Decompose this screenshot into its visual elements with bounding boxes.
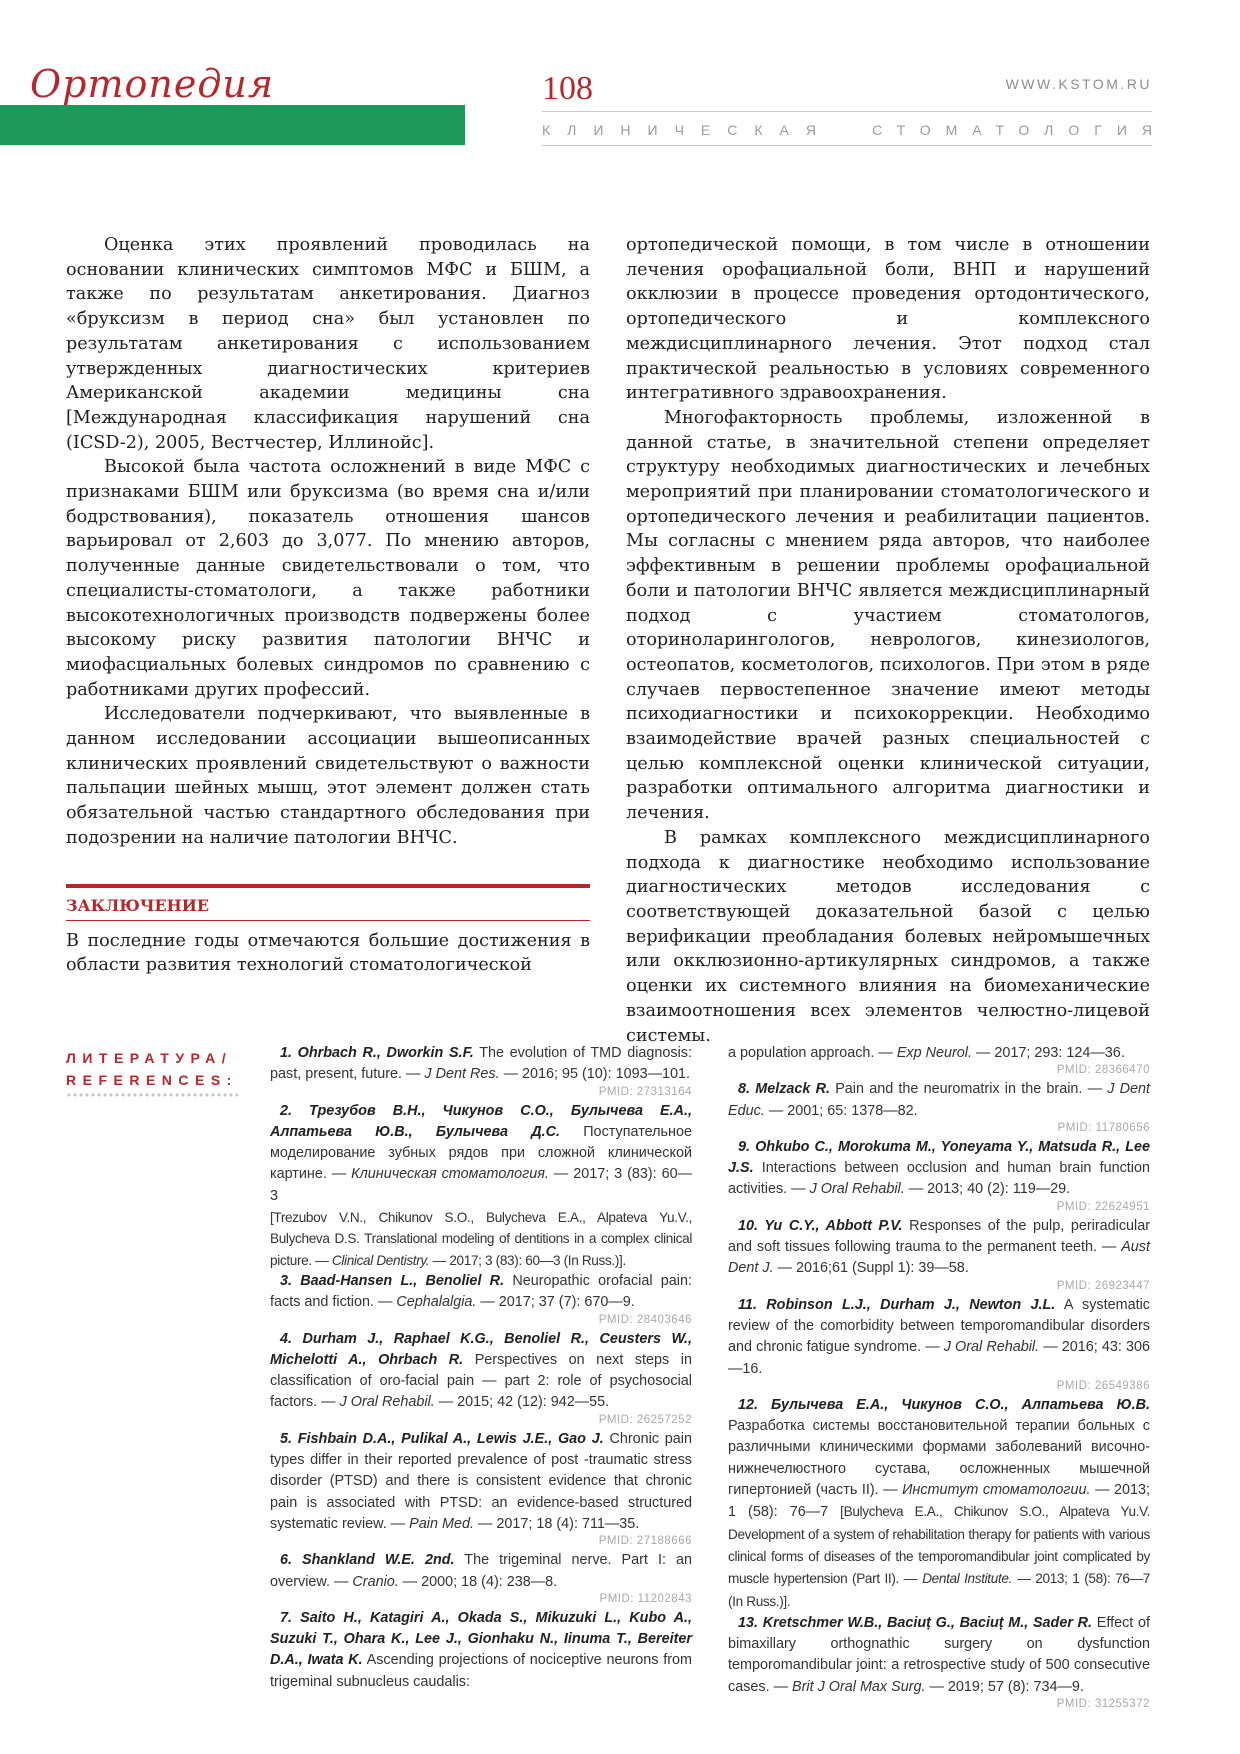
reference-item: 9. Ohkubo C., Morokuma M., Yoneyama Y., Matsuda R., Lee J.S. Interactions between occlusion and human brain function activities. — J Oral Rehabil. — 2013; 40 (2): 119—29. xyxy=(728,1138,1150,1198)
pmid-link[interactable]: PMID: 27188666 xyxy=(598,1535,692,1548)
pmid-link[interactable]: PMID: 11202843 xyxy=(599,1592,692,1605)
body-column-right xyxy=(626,233,1150,1048)
pmid-link[interactable]: PMID: 22624951 xyxy=(1056,1200,1150,1213)
reference-authors: 1. Ohrbach R., Dworkin S.F. xyxy=(280,1045,474,1061)
body-column-left xyxy=(66,233,590,978)
journal-name-word-2: СТОМАТОЛОГИЯ xyxy=(872,122,1167,138)
body-paragraph: Исследователи подчеркивают, что выявленные в данном исследовании ассоциации вышеописанных клинических проявлений свидетельствуют о важности пальпации шейных мышц, этот элемент должен стать обязательной частью стандартного обследования при подозрении на наличие патологии ВНЧС. xyxy=(66,704,590,848)
reference-authors: 13. Kretschmer W.B., Baciuț G., Baciuț M., Sader R. xyxy=(738,1614,1093,1631)
pmid-link[interactable]: PMID: 11780656 xyxy=(1057,1121,1150,1134)
pmid-link[interactable]: PMID: 31255372 xyxy=(1056,1698,1150,1711)
body-paragraph: В рамках комплексного междисциплинарного подхода к диагностике необходимо использование диагностических методов исследования с соответствующей доказательной базой с целью верификации преобладания болевых нейромышечных или окклюзионно-артикулярных синдромов, а также оценки их системного влияния на биомеханические взаимоотношения всех элементов челюстно-лицевой системы. xyxy=(626,827,1150,1046)
references-column-right xyxy=(728,1043,1150,1713)
reference-item: 1. Ohrbach R., Dworkin S.F. The evolution of TMD diagnosis: past, present, future. — J Dent Res. — 2016; 95 (10): 1093—101. xyxy=(270,1045,692,1083)
reference-journal: Cranio. xyxy=(352,1573,399,1590)
section-color-bar xyxy=(0,105,465,145)
reference-journal: J Dent Res. xyxy=(424,1066,500,1083)
reference-authors: 12. Булычева Е.А., Чикунов С.О., Алпатьева Ю.В. xyxy=(738,1396,1150,1413)
reference-item: 10. Yu C.Y., Abbott P.V. Responses of the pulp, periradicular and soft tissues following trauma to the permanent teeth. — Aust Dent J. — 2016;61 (Suppl 1): 39—58. xyxy=(728,1217,1151,1277)
reference-item: 5. Fishbain D.A., Pulikal A., Lewis J.E., Gao J. Chronic pain types differ in their reported prevalence of post -traumatic stress disorder (PTSD) and there is consistent evidence that chronic pain is associated with PTSD: an evidence-based structured systematic review. — Pain Med. — 2017; 18 (4): 711—35. xyxy=(270,1430,693,1532)
body-paragraph: Высокой была частота осложнений в виде МФС с признаками БШМ или бруксизма (во время сна и/или бодрствования), показатель отношения шансов варьировал от 2,603 до 3,077. По мнению авторов, полученные данные свидетельствовали о том, что специалисты-стоматологи, а также работники высокотехнологичных производств подвержены более высокому риску развития патологии ВНЧС и миофасциальных болевых синдромов по сравнению с работниками других профессий. xyxy=(66,457,590,700)
reference-journal: Институт стоматологии. xyxy=(902,1482,1091,1499)
journal-name xyxy=(542,122,1167,138)
section-title: Ортопедия xyxy=(30,62,275,106)
references-label xyxy=(66,1047,238,1091)
reference-journal: Клиническая стоматология. xyxy=(351,1166,549,1183)
pmid-link[interactable]: PMID: 26923447 xyxy=(1056,1279,1150,1292)
reference-journal: J Dent Educ. xyxy=(728,1081,1150,1119)
references-column-left xyxy=(270,1043,692,1693)
reference-item: 8. Melzack R. Pain and the neuromatrix in the brain. — J Dent Educ. — 2001; 65: 1378—82. xyxy=(728,1081,1150,1119)
page-number: 108 xyxy=(542,70,593,107)
reference-authors: 3. Baad-Hansen L., Benoliel R. xyxy=(280,1272,505,1289)
conclusion-paragraph: В последние годы отмечаются большие достижения в области развития технологий стоматологической xyxy=(66,930,590,976)
conclusion-rule-thin xyxy=(66,920,590,921)
header-divider xyxy=(542,111,1152,112)
reference-authors: 7. Saito H., Katagiri A., Okada S., Mikuzuki L., Kubo A., Suzuki T., Ohara K., Lee J., Gionhaku N., Iinuma T., Bereiter D.A., Iwata K. xyxy=(270,1609,692,1669)
reference-journal: J Oral Rehabil. xyxy=(339,1394,435,1411)
conclusion-rule xyxy=(66,884,590,888)
pmid-link[interactable]: PMID: 26257252 xyxy=(598,1413,692,1426)
reference-authors: 11. Robinson L.J., Durham J., Newton J.L. xyxy=(738,1296,1056,1313)
reference-journal: Brit J Oral Max Surg. xyxy=(791,1678,926,1695)
reference-authors: 6. Shankland W.E. 2nd. xyxy=(280,1552,455,1569)
reference-item-continued: a population approach. — Exp Neurol. — 2017; 293: 124—36. xyxy=(728,1045,1125,1061)
reference-journal: Exp Neurol. xyxy=(896,1045,972,1061)
reference-item: 7. Saito H., Katagiri A., Okada S., Mikuzuki L., Kubo A., Suzuki T., Ohara K., Lee J., Gionhaku N., Iinuma T., Bereiter D.A., Iwata K. Ascending projections of nociceptive neurons from trigeminal subnucleus caudalis: xyxy=(270,1609,692,1690)
pmid-link[interactable]: PMID: 28403646 xyxy=(598,1313,692,1326)
header-divider-bottom xyxy=(542,145,1152,146)
reference-item: 4. Durham J., Raphael K.G., Benoliel R., Ceusters W., Michelotti A., Ohrbach R. Perspectives on next steps in classification of oro-facial pain — part 2: role of psychosocial factors. — J Oral Rehabil. — 2015; 42 (12): 942—55. xyxy=(270,1330,692,1411)
reference-authors: 8. Melzack R. xyxy=(738,1081,830,1098)
reference-journal: Pain Med. xyxy=(409,1515,474,1532)
journal-name-word-1: КЛИНИЧЕСКАЯ xyxy=(542,122,833,138)
reference-journal: Cephalalgia. xyxy=(396,1294,477,1311)
reference-item: 13. Kretschmer W.B., Baciuț G., Baciuț M., Sader R. Effect of bimaxillary orthognathic surgery on dysfunction temporomandibular joint: a retrospective study of 500 consecutive cases. — Brit J Oral Max Surg. — 2019; 57 (8): 734—9. xyxy=(728,1614,1150,1695)
reference-translation: [Bulycheva E.A., Chikunov S.O., Alpateva Yu.V. Development of a system of rehabilitation therapy for patients with various clinical forms of diseases of the temporomandibular joint complicated by muscle hypertension (Part II). — xyxy=(728,1504,1150,1587)
reference-item: 12. Булычева Е.А., Чикунов С.О., Алпатьева Ю.В. Разработка системы восстановительной терапии больных с различными клиническими формами заболеваний височно-нижнечелюстного сустава, осложненных мышечной гипертонией (часть II). — Институт стоматологии. — 2013; 1 (58): 76—7 [Bulycheva E.A., Chikunov S.O., Alpateva Yu.V. Development of a system of rehabilitation therapy for patients with various clinical forms of diseases of the temporomandibular joint complicated by muscle hypertension (Part II). — Dental Institute. — 2013; 1 (58): 76—7 (In Russ.)]. xyxy=(728,1396,1150,1609)
references-dotted-divider xyxy=(66,1093,238,1097)
reference-item: 2. Трезубов В.Н., Чикунов С.О., Булычева Е.А., Алпатьева Ю.В., Булычева Д.С. Поступательное моделирование зубных рядов при сложной клинической картине. — Клиническая стоматология. — 2017; 3 (83): 60—3 xyxy=(270,1102,693,1204)
reference-journal: J Oral Rehabil. xyxy=(809,1181,905,1198)
body-paragraph: Многофакторность проблемы, изложенной в данной статье, в значительной степени определяет структуру необходимых диагностических и лечебных мероприятий при планировании стоматологического и ортопедического лечения и реабилитации пациентов. Мы согласны с мнением ряда авторов, что наиболее эффективным в решении проблемы орофациальной боли и патологии ВНЧС является междисциплинарный подход с участием стоматологов, оториноларингологов, неврологов, кинезиологов, остеопатов, косметологов, психологов. При этом в ряде случаев первостепенное значение имеют методы психодиагностики и психокоррекции. Необходимо взаимодействие врачей разных специальностей с целью комплексной оценки клинической ситуации, разработки оптимального алгоритма диагностики и лечения. xyxy=(626,407,1150,824)
body-paragraph-continued: ортопедической помощи, в том числе в отношении лечения орофациальной боли, ВНП и нарушений окклюзии в процессе проведения ортодонтического, ортопедического и комплексного междисциплинарного лечения. Этот подход стал практической реальностью в условиях современного интегративного здравоохранения. xyxy=(626,235,1150,404)
pmid-link[interactable]: PMID: 27313164 xyxy=(598,1085,692,1098)
reference-item: 3. Baad-Hansen L., Benoliel R. Neuropathic orofacial pain: facts and fiction. — Cephalalgia. — 2017; 37 (7): 670—9. xyxy=(270,1272,692,1311)
pmid-link[interactable]: PMID: 28366470 xyxy=(1056,1064,1150,1077)
pmid-link[interactable]: PMID: 26549386 xyxy=(1056,1379,1150,1392)
reference-authors: 5. Fishbain D.A., Pulikal A., Lewis J.E., Gao J. xyxy=(280,1430,604,1447)
reference-authors: 9. Ohkubo C., Morokuma M., Yoneyama Y., Matsuda R., Lee J.S. xyxy=(728,1138,1150,1177)
site-url[interactable]: WWW.KSTOM.RU xyxy=(1005,76,1152,92)
reference-journal: J Oral Rehabil. xyxy=(943,1339,1040,1356)
reference-authors: 2. Трезубов В.Н., Чикунов С.О., Булычева Е.А., Алпатьева Ю.В., Булычева Д.С. xyxy=(270,1102,692,1140)
references-label-ru: ЛИТЕРАТУРА/ xyxy=(66,1050,233,1066)
reference-journal: Aust Dent J. xyxy=(728,1239,1150,1277)
conclusion-heading: ЗАКЛЮЧЕНИЕ xyxy=(66,895,210,915)
reference-item: 6. Shankland W.E. 2nd. The trigeminal nerve. Part I: an overview. — Cranio. — 2000; 18 (4): 238—8. xyxy=(270,1552,692,1590)
body-paragraph: Оценка этих проявлений проводилась на основании клинических симптомов МФС и БШМ, а также по результатам анкетирования. Диагноз «бруксизм в период сна» был установлен по результатам анкетирования с использованием утвержденных диагностических критериев Американской академии медицины сна [Международная классификация нарушений сна (ICSD-2), 2005, Вестчестер, Иллинойс]. xyxy=(66,235,590,453)
reference-authors: 10. Yu C.Y., Abbott P.V. xyxy=(738,1217,903,1234)
references-label-en: REFERENCES: xyxy=(66,1072,238,1088)
reference-translation: [Trezubov V.N., Chikunov S.O., Bulycheva E.A., Alpateva Yu.V., Bulycheva D.S. Translational modeling of dentitions in a complex clinical picture. — Clinical Dentistry. — 2017; 3 (83): 60—3 (In Russ.)]. xyxy=(270,1210,692,1268)
reference-item: 11. Robinson L.J., Durham J., Newton J.L. A systematic review of the comorbidity between temporomandibular disorders and chronic fatigue syndrome. — J Oral Rehabil. — 2016; 43: 306—16. xyxy=(728,1296,1150,1377)
reference-authors: 4. Durham J., Raphael K.G., Benoliel R., Ceusters W., Michelotti A., Ohrbach R. xyxy=(270,1330,692,1368)
